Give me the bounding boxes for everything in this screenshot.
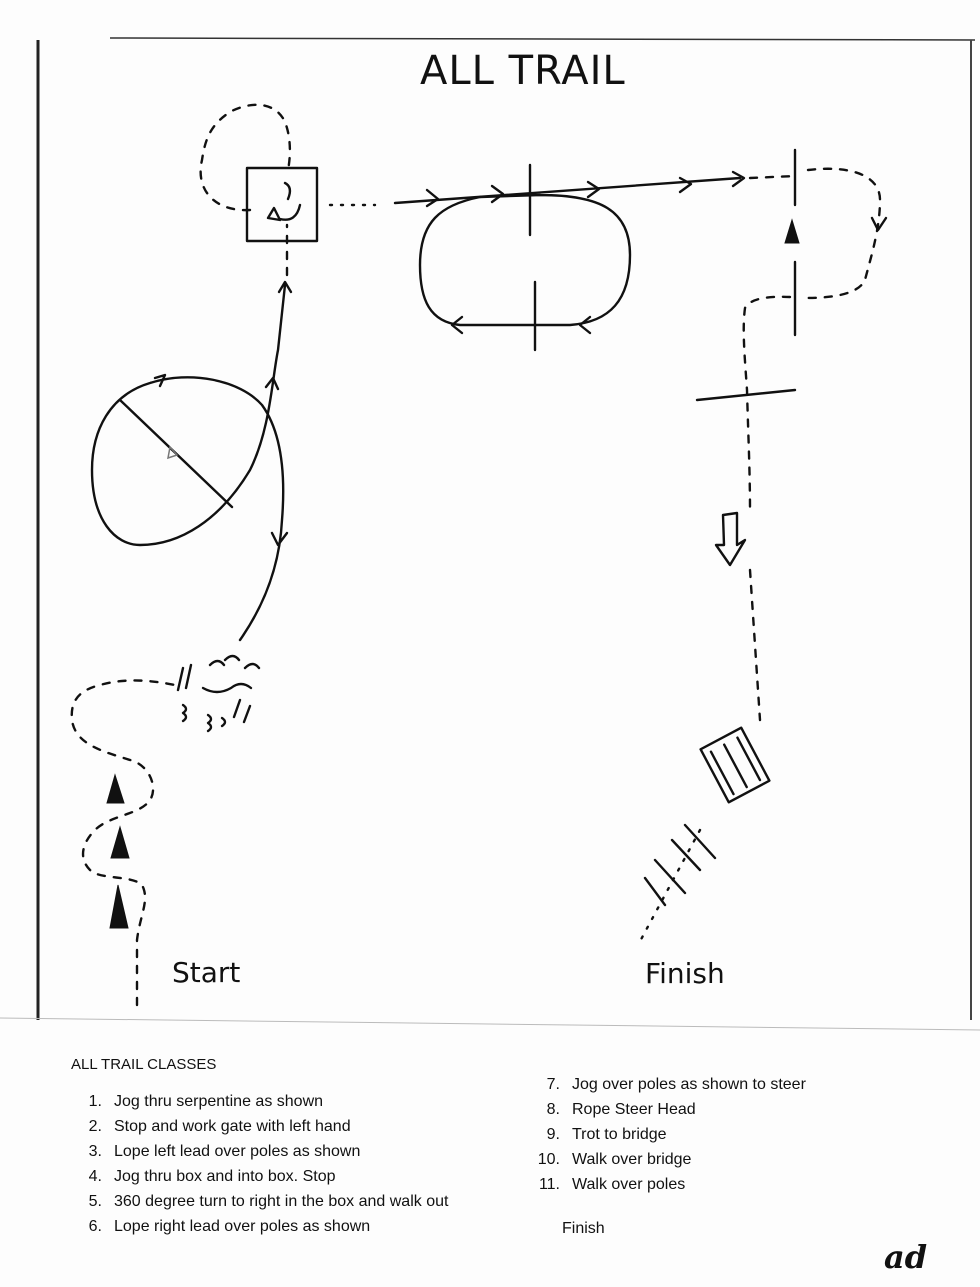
- box-obstacle-icon: [247, 168, 317, 241]
- step-item: 2. Stop and work gate with left hand: [88, 1118, 351, 1135]
- step-item: 3. Lope left lead over poles as shown: [88, 1143, 361, 1160]
- walk-path: [638, 830, 700, 945]
- step-text: Lope right lead over poles as shown: [114, 1218, 371, 1235]
- start-label: Start: [172, 956, 241, 989]
- box-circle-path: [201, 105, 290, 210]
- step-text: Jog thru box and into box. Stop: [114, 1168, 336, 1185]
- step-text: Walk over bridge: [572, 1151, 692, 1168]
- judge-initials: ad: [884, 1238, 928, 1276]
- step-text: Walk over poles: [572, 1176, 686, 1193]
- step-text: Lope left lead over poles as shown: [114, 1143, 361, 1160]
- direction-arrow-icon: [680, 178, 691, 192]
- turn-indicator-icon: [268, 183, 300, 220]
- trot-path: [744, 297, 790, 510]
- direction-arrow-icon: [427, 190, 438, 206]
- classes-heading: ALL TRAIL CLASSES: [71, 1056, 217, 1073]
- direction-arrow-icon: [716, 513, 745, 565]
- lope-left-lead-path: [92, 285, 285, 640]
- trot-path: [750, 570, 760, 720]
- step-item: 4. Jog thru box and into box. Stop: [88, 1168, 336, 1185]
- finish-note: Finish: [562, 1220, 605, 1237]
- step-item: 8. Rope Steer Head: [546, 1101, 696, 1118]
- cone-icon: [110, 885, 128, 928]
- finish-label: Finish: [645, 957, 725, 990]
- bridge-icon: [701, 728, 770, 803]
- step-text: Rope Steer Head: [572, 1101, 696, 1118]
- direction-arrow-icon: [580, 317, 590, 333]
- step-item: 1. Jog thru serpentine as shown: [88, 1093, 324, 1110]
- step-text: Stop and work gate with left hand: [114, 1118, 351, 1135]
- step-text: Jog over poles as shown to steer: [572, 1076, 806, 1093]
- step-item: 6. Lope right lead over poles as shown: [88, 1218, 371, 1235]
- step-item: 7. Jog over poles as shown to steer: [546, 1076, 806, 1093]
- steps-list-right: [528, 1076, 806, 1201]
- steer-head-icon: [785, 220, 799, 243]
- steer-approach-path: [750, 176, 795, 178]
- ground-pole-icon: [645, 825, 715, 905]
- step-text: Trot to bridge: [572, 1126, 667, 1143]
- step-text: 360 degree turn to right in the box and walk out: [114, 1193, 449, 1210]
- gate-icon: [178, 656, 259, 731]
- direction-arrow-icon: [492, 186, 503, 202]
- step-item: 11. Walk over poles: [538, 1176, 686, 1193]
- steer-loop-path: [805, 169, 880, 298]
- scan-fold-line: [0, 1018, 980, 1030]
- cone-icon: [107, 775, 124, 803]
- lope-right-oval-path: [420, 195, 630, 325]
- instructions-panel: [0, 1040, 980, 1287]
- step-item: 5. 360 degree turn to right in the box and walk out: [88, 1193, 449, 1210]
- step-item: 9. Trot to bridge: [546, 1126, 667, 1143]
- step-item: 10. Walk over bridge: [537, 1151, 692, 1168]
- step-text: Jog thru serpentine as shown: [114, 1093, 324, 1110]
- steps-list-left: [70, 1093, 448, 1243]
- cone-icon: [111, 827, 129, 858]
- page-top-edge: [110, 38, 975, 40]
- pattern-title: ALL TRAIL: [420, 48, 626, 94]
